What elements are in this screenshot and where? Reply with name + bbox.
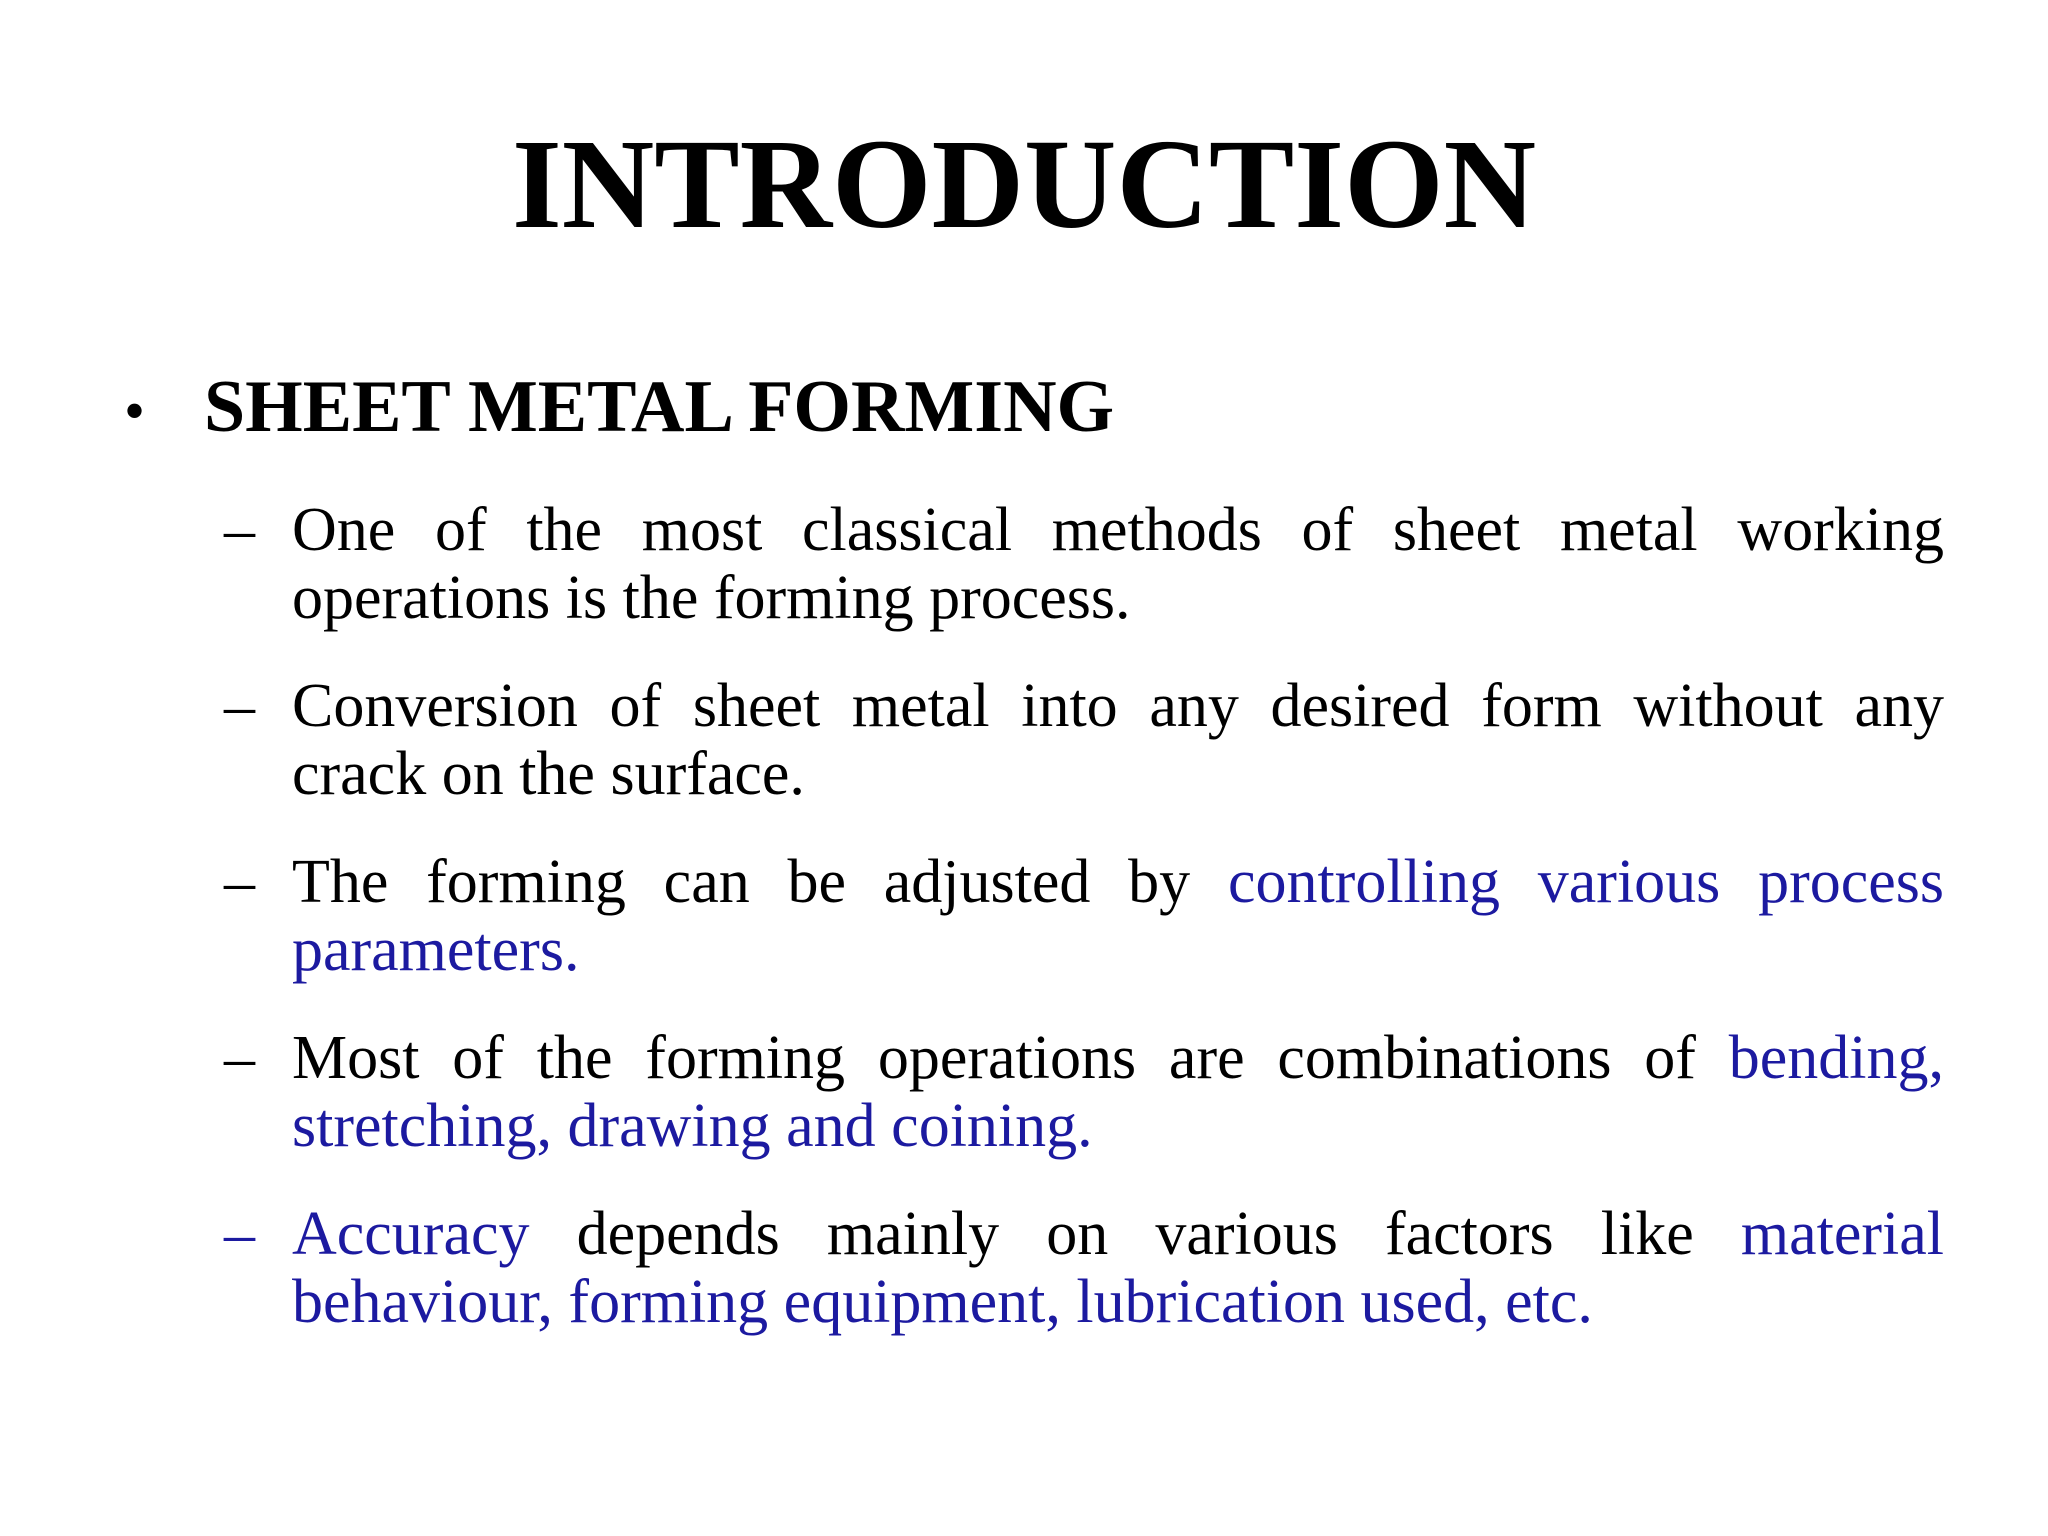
bullet-icon: • <box>124 378 146 444</box>
text-run: The forming can be adjusted by <box>292 848 1228 916</box>
dash-icon: – <box>224 1024 255 1092</box>
dash-icon: – <box>224 672 255 740</box>
highlighted-text-run: bending, stretching, drawing and coining. <box>292 1024 1944 1160</box>
dash-icon: – <box>224 1200 255 1268</box>
sub-bullet-text <box>292 848 1944 984</box>
main-bullet <box>124 366 1974 448</box>
sub-bullet-text <box>292 1200 1944 1336</box>
sub-bullet-text <box>292 496 1944 632</box>
section-heading: SHEET METAL FORMING <box>204 366 1115 448</box>
text-run: Conversion of sheet metal into any desired form without any crack on the surface. <box>292 672 1944 808</box>
sub-bullet-item <box>224 496 1944 632</box>
text-run: Most of the forming operations are combinations of <box>292 1024 1729 1092</box>
highlighted-text-run: material behaviour, forming equipment, lubrication used, etc. <box>292 1200 1944 1336</box>
text-run: One of the most classical methods of sheet metal working operations is the forming process. <box>292 496 1944 632</box>
dash-icon: – <box>224 496 255 564</box>
sub-bullet-list <box>224 496 1944 1376</box>
sub-bullet-item <box>224 672 1944 808</box>
sub-bullet-item <box>224 1200 1944 1336</box>
highlighted-text-run: controlling various process parameters. <box>292 848 1945 984</box>
slide-title: INTRODUCTION <box>511 113 1537 255</box>
highlighted-text-run: Accuracy <box>292 1200 530 1268</box>
sub-bullet-text <box>292 1024 1944 1160</box>
sub-bullet-item <box>224 848 1944 984</box>
sub-bullet-item <box>224 1024 1944 1160</box>
dash-icon: – <box>224 848 255 916</box>
sub-bullet-text <box>292 672 1944 808</box>
text-run: depends mainly on various factors like <box>529 1200 1741 1268</box>
